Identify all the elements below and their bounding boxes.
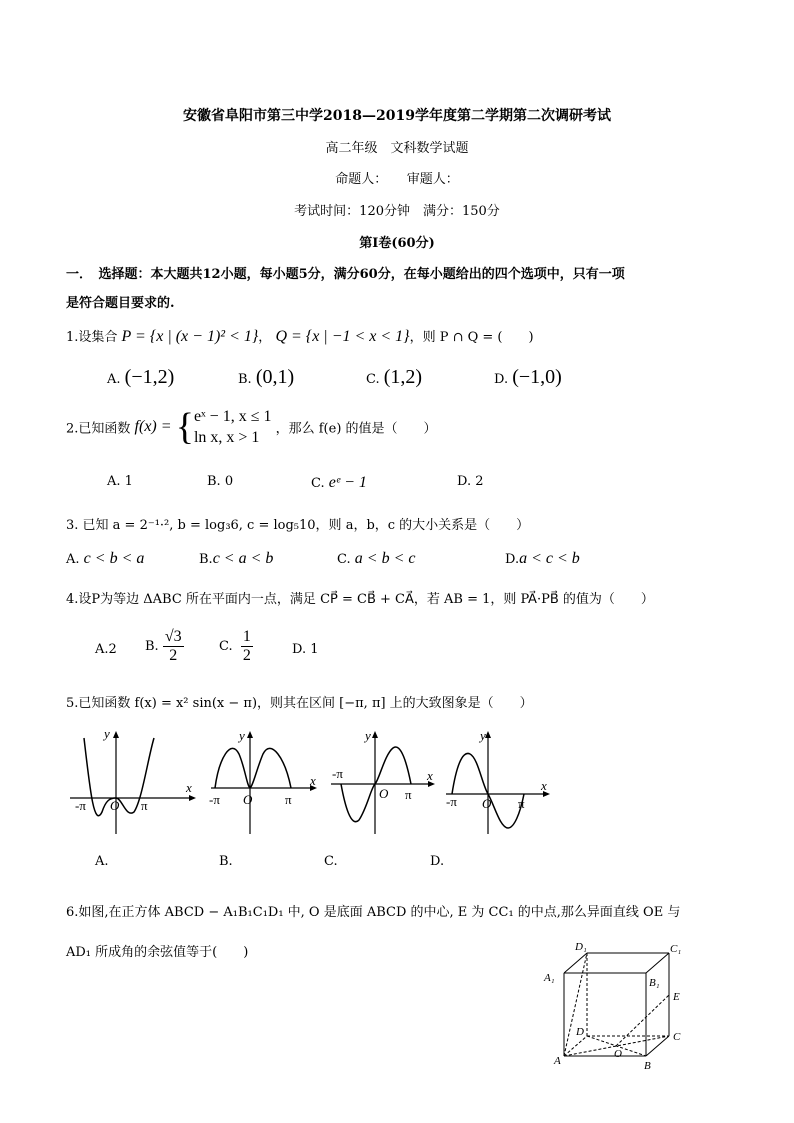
- svg-text:x: x: [427, 768, 433, 783]
- grade-subject: 高二年级 文科数学试题: [325, 141, 469, 156]
- q1-option-c: C. (1,2): [366, 366, 423, 388]
- q2-option-b: B. 0: [207, 474, 234, 489]
- q1-tail: ，则 P ∩ Q = ( ): [409, 330, 534, 345]
- volume-heading: 第Ⅰ卷(60分): [359, 236, 435, 251]
- q1-option-d: D. (−1,0): [494, 366, 562, 388]
- q5-graph-b: [207, 728, 329, 838]
- svg-text:A₁: A₁: [544, 972, 555, 984]
- svg-text:-π: -π: [332, 766, 343, 781]
- svg-text:π: π: [405, 787, 412, 802]
- q5-graph-a: [66, 728, 202, 838]
- svg-text:-π: -π: [209, 792, 220, 807]
- q5-graph-c: [329, 728, 445, 838]
- q1-set-p: P = {x | (x − 1)² < 1}: [121, 328, 259, 345]
- svg-text:A: A: [554, 1055, 561, 1067]
- svg-text:π: π: [518, 796, 525, 811]
- q2-fname: f(x) =: [134, 418, 172, 435]
- svg-text:x: x: [310, 773, 316, 788]
- svg-text:B₁: B₁: [649, 977, 660, 989]
- q2-option-d: D. 2: [457, 474, 484, 489]
- svg-text:D: D: [576, 1026, 584, 1038]
- svg-text:C: C: [673, 1031, 681, 1043]
- svg-text:O: O: [243, 792, 253, 807]
- q2-option-c: C. eᵉ − 1: [311, 474, 367, 491]
- svg-text:x: x: [186, 780, 192, 795]
- svg-text:-π: -π: [446, 794, 457, 809]
- q2-option-a: A. 1: [107, 474, 133, 489]
- q2-brace-icon: {: [175, 406, 194, 448]
- q4-option-b: B. $\frac{√3}{2}$: [145, 628, 182, 664]
- svg-text:O: O: [379, 786, 389, 801]
- q3-option-b: B.c < a < b: [199, 550, 274, 567]
- authors: 命题人： 审题人：: [335, 172, 459, 187]
- svg-text:-π: -π: [75, 798, 86, 813]
- svg-text:E: E: [673, 991, 680, 1003]
- question-1: [66, 326, 534, 346]
- question-6-line-2: AD₁ 所成角的余弦值等于( ): [66, 945, 249, 960]
- svg-text:B: B: [644, 1060, 651, 1072]
- svg-text:x: x: [541, 778, 547, 793]
- q3-option-a: A. c < b < a: [66, 550, 145, 567]
- q2-tail: ，那么 f(e) 的值是（ ）: [275, 421, 437, 437]
- q1-option-a: A. (−1,2): [107, 366, 175, 388]
- svg-text:O: O: [482, 796, 492, 811]
- svg-text:C₁: C₁: [670, 943, 682, 955]
- svg-text:π: π: [141, 798, 148, 813]
- q5-option-c: C.: [324, 854, 338, 869]
- q2-cases: eˣ − 1, x ≤ 1 ln x, x > 1: [193, 408, 272, 446]
- q4-option-d: D. 1: [292, 642, 319, 657]
- q4-option-a: A.2: [95, 642, 117, 657]
- q1-prefix: 1.设集合: [66, 330, 118, 345]
- question-3: 3. 已知 a = 2⁻¹·², b = log₃6, c = log₅10，则 a，b，c 的大小关系是（ ）: [66, 518, 530, 533]
- svg-text:y: y: [239, 728, 245, 743]
- q4-option-c: C. $\frac{1}{2}$: [219, 628, 251, 664]
- q5-option-b: B.: [219, 854, 233, 869]
- svg-text:D₁: D₁: [575, 941, 587, 953]
- q5-option-d: D.: [430, 854, 445, 869]
- question-4: 4.设P为等边 ΔABC 所在平面内一点，满足 CP⃗ = CB⃗ + CA⃗，若 AB = 1，则 PA⃗·PB⃗ 的值为（ ）: [66, 592, 654, 607]
- svg-text:y: y: [365, 728, 371, 743]
- svg-text:O: O: [614, 1048, 622, 1060]
- section-instructions-1: 一． 选择题：本大题共12小题，每小题5分，满分60分，在每小题给出的四个选项中，只有一项: [66, 267, 625, 282]
- q5-graph-d: [444, 728, 560, 838]
- svg-text:π: π: [285, 792, 292, 807]
- question-2: 2.已知函数 f(x) = { eˣ − 1, x ≤ 1 ln x, x > 1 ，那么 f(e) 的值是（ ）: [66, 406, 437, 448]
- question-5: 5.已知函数 f(x) = x² sin(x − π)，则其在区间 [−π, π] 上的大致图象是（ ）: [66, 696, 533, 711]
- svg-text:y: y: [480, 728, 486, 743]
- q5-option-a: A.: [95, 854, 109, 869]
- q1-sep: ，: [258, 330, 272, 345]
- exam-info: 考试时间：120分钟 满分：150分: [294, 204, 500, 219]
- svg-text:O: O: [110, 798, 120, 813]
- q6-cube-figure: [536, 940, 696, 1072]
- section-instructions-2: 是符合题目要求的.: [66, 296, 175, 311]
- q3-option-d: D.a < c < b: [505, 550, 580, 567]
- exam-title: 安徽省阜阳市第三中学2018—2019学年度第二学期第二次调研考试: [183, 108, 611, 124]
- q1-option-b: B. (0,1): [238, 366, 295, 388]
- svg-text:y: y: [104, 728, 110, 741]
- question-6-line-1: 6.如图,在正方体 ABCD − A₁B₁C₁D₁ 中, O 是底面 ABCD 的中心, E 为 CC₁ 的中点,那么异面直线 OE 与: [66, 905, 681, 920]
- q3-option-c: C. a < b < c: [337, 550, 416, 567]
- q1-set-q: Q = {x | −1 < x < 1}: [275, 328, 410, 345]
